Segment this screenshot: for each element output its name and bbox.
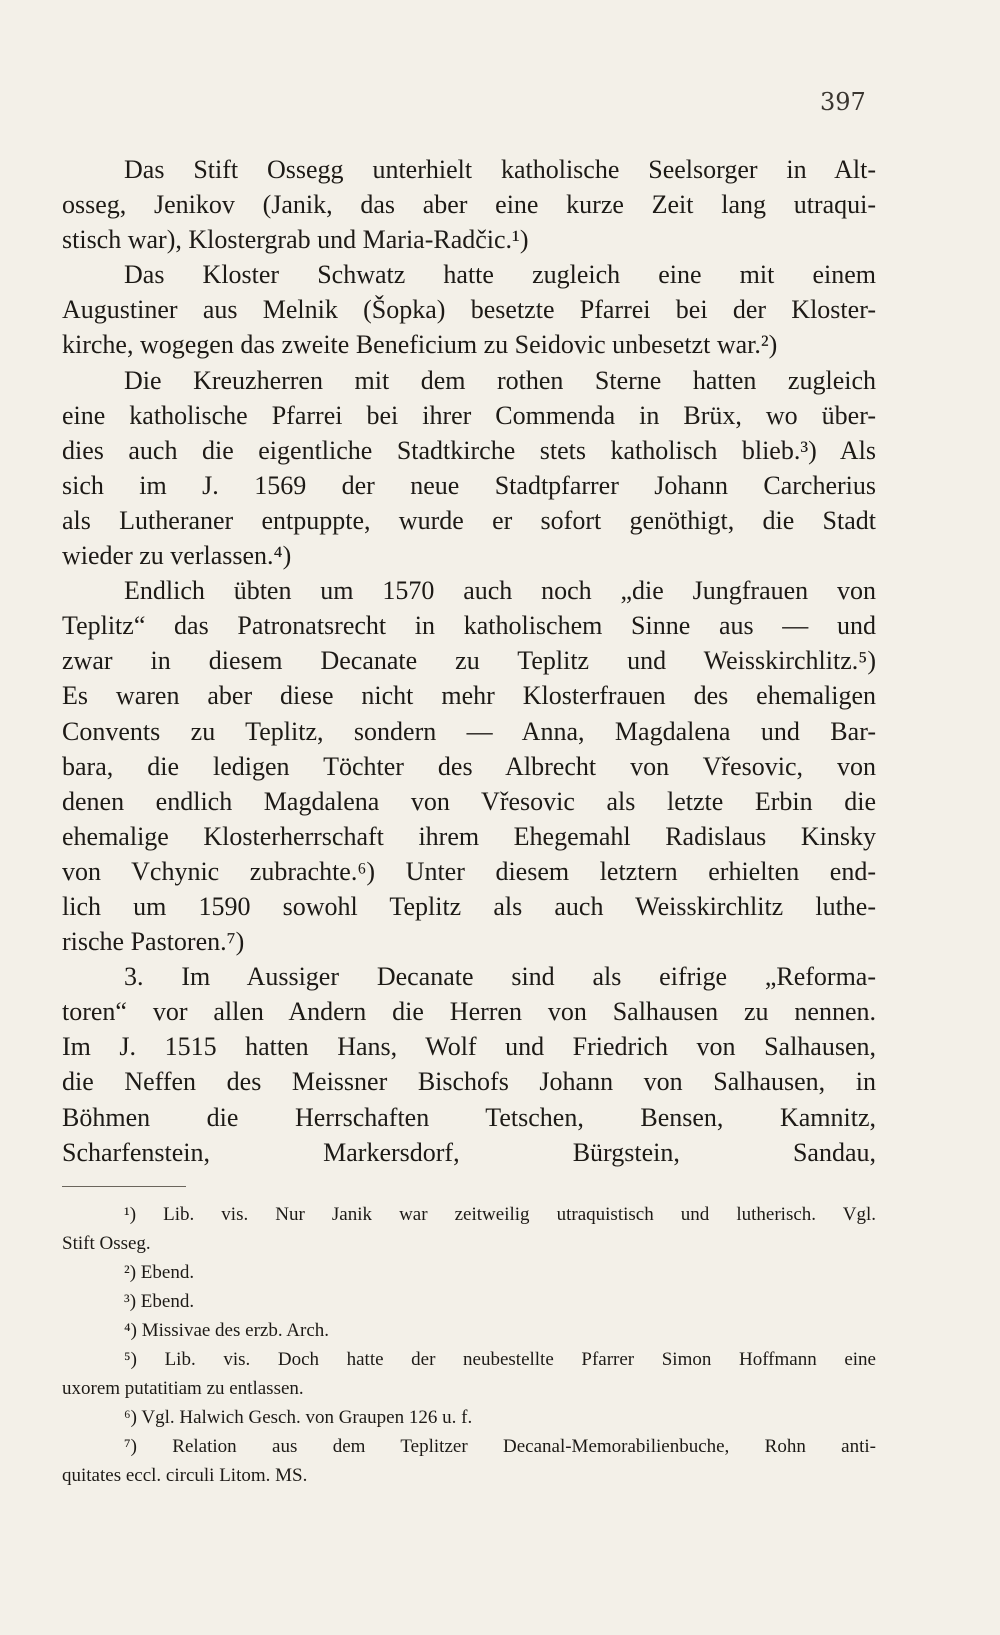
text-line: stisch war), Klostergrab und Maria-Radčic.¹) xyxy=(62,225,529,255)
text-line: die Neffen des Meissner Bischofs Johann von Salhausen, in xyxy=(62,1067,876,1097)
footnote-line: quitates eccl. circuli Litom. MS. xyxy=(62,1465,308,1486)
text-line: Böhmen die Herrschaften Tetschen, Bensen, Kamnitz, xyxy=(62,1102,876,1132)
text-line: Convents zu Teplitz, sondern — Anna, Magdalena und Bar- xyxy=(62,716,876,746)
footnotes xyxy=(62,1200,876,1490)
text-line: Das Kloster Schwatz hatte zugleich eine mit einem xyxy=(124,260,876,290)
text-line: denen endlich Magdalena von Vřesovic als letzte Erbin die xyxy=(62,786,876,816)
footnote-line: ²) Ebend. xyxy=(124,1262,195,1283)
text-line: sich im J. 1569 der neue Stadtpfarrer Johann Carcherius xyxy=(62,470,876,500)
footnote-separator xyxy=(62,1186,186,1187)
text-line: zwar in diesem Decanate zu Teplitz und Weisskirchlitz.⁵) xyxy=(62,646,876,676)
text-line: kirche, wogegen das zweite Beneficium zu Seidovic unbesetzt war.²) xyxy=(62,330,778,360)
text-line: Im J. 1515 hatten Hans, Wolf und Friedrich von Salhausen, xyxy=(62,1032,876,1062)
page-number: 397 xyxy=(820,88,866,116)
footnote-line: uxorem putatitiam zu entlassen. xyxy=(62,1378,304,1399)
body-text xyxy=(62,152,876,1170)
text-line: Das Stift Ossegg unterhielt katholische Seelsorger in Alt- xyxy=(124,155,876,184)
text-line: wieder zu verlassen.⁴) xyxy=(62,541,292,571)
footnote-line: ⁶) Vgl. Halwich Gesch. von Graupen 126 u. f. xyxy=(124,1407,473,1428)
text-line: Es waren aber diese nicht mehr Klosterfrauen des ehemaligen xyxy=(62,681,876,711)
text-line: 3. Im Aussiger Decanate sind als eifrige „Reforma- xyxy=(124,962,876,992)
text-line: Endlich übten um 1570 auch noch „die Jungfrauen von xyxy=(124,576,876,606)
footnote-line: Stift Osseg. xyxy=(62,1233,151,1254)
footnote-line: ⁵) Lib. vis. Doch hatte der neubestellte Pfarrer Simon Hoffmann eine xyxy=(124,1349,876,1370)
text-line: rische Pastoren.⁷) xyxy=(62,927,245,957)
text-line: von Vchynic zubrachte.⁶) Unter diesem letztern erhielten end- xyxy=(62,856,876,886)
text-line: Die Kreuzherren mit dem rothen Sterne hatten zugleich xyxy=(124,365,876,395)
text-line: Scharfenstein, Markersdorf, Bürgstein, Sandau, xyxy=(62,1137,876,1167)
footnote-line: ³) Ebend. xyxy=(124,1291,195,1312)
text-line: Augustiner aus Melnik (Šopka) besetzte Pfarrei bei der Kloster- xyxy=(62,295,876,325)
text-line: als Lutheraner entpuppte, wurde er sofort genöthigt, die Stadt xyxy=(62,505,876,535)
footnote-line: ⁴) Missivae des erzb. Arch. xyxy=(124,1320,330,1341)
text-line: lich um 1590 sowohl Teplitz als auch Weisskirchlitz luthe- xyxy=(62,891,876,921)
footnote-line: ¹) Lib. vis. Nur Janik war zeitweilig utraquistisch und lutherisch. Vgl. xyxy=(124,1204,876,1225)
text-line: Teplitz“ das Patronatsrecht in katholischem Sinne aus — und xyxy=(62,611,876,641)
text-line: osseg, Jenikov (Janik, das aber eine kurze Zeit lang utraqui- xyxy=(62,190,876,220)
text-line: eine katholische Pfarrei bei ihrer Commenda in Brüx, wo über- xyxy=(62,400,876,430)
text-line: toren“ vor allen Andern die Herren von Salhausen zu nennen. xyxy=(62,997,876,1027)
text-line: ehemalige Klosterherrschaft ihrem Ehegemahl Radislaus Kinsky xyxy=(62,821,876,851)
footnote-line: ⁷) Relation aus dem Teplitzer Decanal-Memorabilienbuche, Rohn anti- xyxy=(124,1436,876,1457)
text-line: dies auch die eigentliche Stadtkirche stets katholisch blieb.³) Als xyxy=(62,435,876,465)
text-line: bara, die ledigen Töchter des Albrecht von Vřesovic, von xyxy=(62,751,876,781)
